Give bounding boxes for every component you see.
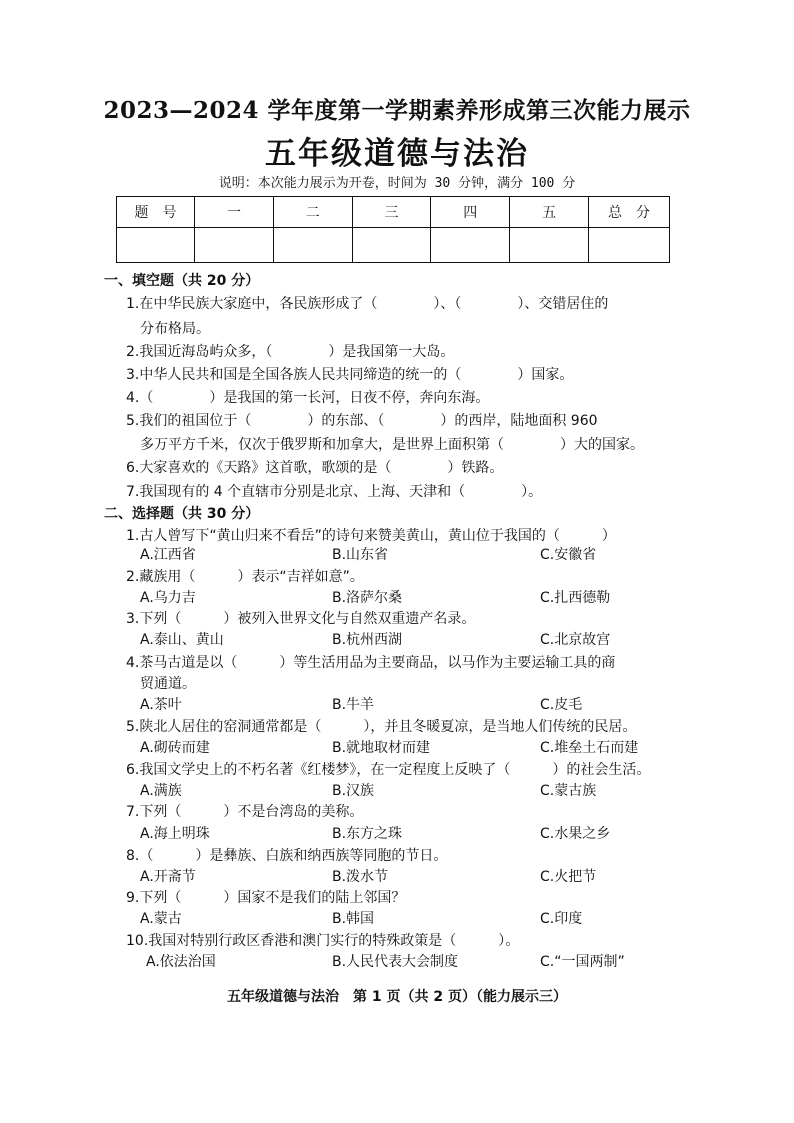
score-header-cell: 二	[273, 197, 352, 228]
choice-question: 7.下列（ ）不是台湾岛的美称。	[126, 804, 364, 820]
choice-question: 5.陕北人居住的窑洞通常都是（ ），并且冬暖夏凉，是当地人们传统的民居。	[126, 719, 637, 735]
choice-option: C.安徽省	[540, 547, 597, 563]
choice-question: 3.下列（ ）被列入世界文化与自然双重遗产名录。	[126, 611, 476, 627]
choice-question: 6.我国文学史上的不朽名著《红楼梦》，在一定程度上反映了（ ）的社会生活。	[126, 762, 651, 778]
choice-option: A.乌力吉	[140, 590, 196, 606]
choice-option: A.泰山、黄山	[140, 632, 224, 648]
exam-instructions: 说明：本次能力展示为开卷，时间为 30 分钟，满分 100 分	[218, 176, 576, 191]
choice-question: 2.藏族用（ ）表示“吉祥如意”。	[126, 569, 364, 585]
score-header-cell: 三	[352, 197, 431, 228]
choice-option: A.海上明珠	[140, 826, 210, 842]
exam-title: 2023—2024 学年度第一学期素养形成第三次能力展示	[103, 97, 691, 124]
subject-title: 五年级道德与法治	[265, 136, 529, 172]
choice-option: B.就地取材而建	[332, 740, 431, 756]
fill-question-continuation: 分布格局。	[140, 321, 210, 337]
choice-option: B.人民代表大会制度	[332, 954, 459, 970]
score-header-cell: 四	[431, 197, 510, 228]
score-cell	[588, 228, 669, 263]
choice-question: 4.茶马古道是以（ ）等生活用品为主要商品，以马作为主要运输工具的商	[126, 655, 616, 671]
choice-option: A.开斋节	[140, 869, 196, 885]
fill-question: 2.我国近海岛屿众多，（ ）是我国第一大岛。	[126, 344, 455, 360]
score-header-cell: 五	[510, 197, 589, 228]
choice-option: A.砌砖而建	[140, 740, 210, 756]
choice-option: C.水果之乡	[540, 826, 611, 842]
score-cell	[431, 228, 510, 263]
choice-question: 8.（ ）是彝族、白族和纳西族等同胞的节日。	[126, 848, 448, 864]
score-table	[116, 196, 670, 263]
choice-option: C.堆垒土石而建	[540, 740, 639, 756]
choice-option: C.北京故宫	[540, 632, 611, 648]
choice-question: 10.我国对特别行政区香港和澳门实行的特殊政策是（ ）。	[126, 933, 520, 949]
choice-option: B.杭州西湖	[332, 632, 403, 648]
choice-option: B.牛羊	[332, 697, 375, 713]
fill-question: 6.大家喜欢的《天路》这首歌，歌颂的是（ ）铁路。	[126, 460, 504, 476]
choice-option: A.茶叶	[140, 697, 182, 713]
fill-question: 4.（ ）是我国的第一长河，日夜不停，奔向东海。	[126, 390, 490, 406]
score-cell	[117, 228, 195, 263]
choice-option: B.洛萨尔桑	[332, 590, 403, 606]
choice-question: 1.古人曾写下“黄山归来不看岳”的诗句来赞美黄山，黄山位于我国的（ ）	[126, 528, 616, 544]
fill-question: 1.在中华民族大家庭中，各民族形成了（ ）、（ ）、交错居住的	[126, 296, 609, 312]
choice-option: A.蒙古	[140, 911, 182, 927]
score-header-cell: 一	[195, 197, 274, 228]
choice-option: C.火把节	[540, 869, 597, 885]
choice-option: B.东方之珠	[332, 826, 403, 842]
page-footer: 五年级道德与法治 第 1 页（共 2 页）（能力展示三）	[227, 989, 567, 1005]
section-heading-choice: 二、选择题（共 30 分）	[104, 506, 260, 522]
choice-option: C.扎西德勒	[540, 590, 611, 606]
score-table-blank-row	[117, 228, 670, 263]
fill-question: 5.我们的祖国位于（ ）的东部、（ ）的西岸，陆地面积 960	[126, 413, 598, 429]
fill-question: 3.中华人民共和国是全国各族人民共同缔造的统一的（ ）国家。	[126, 367, 574, 383]
score-header-cell: 题 号	[117, 197, 195, 228]
choice-option: C.印度	[540, 911, 583, 927]
choice-option: B.汉族	[332, 783, 375, 799]
choice-option: C.蒙古族	[540, 783, 597, 799]
choice-question: 9.下列（ ）国家不是我们的陆上邻国？	[126, 890, 406, 906]
choice-option: B.韩国	[332, 911, 375, 927]
choice-option: B.山东省	[332, 547, 389, 563]
fill-question: 7.我国现有的 4 个直辖市分别是北京、上海、天津和（ ）。	[126, 484, 543, 500]
score-cell	[195, 228, 274, 263]
choice-option: A.满族	[140, 783, 182, 799]
choice-option: A.依法治国	[146, 954, 216, 970]
score-cell	[352, 228, 431, 263]
fill-question-continuation: 多万平方千米，仅次于俄罗斯和加拿大，是世界上面积第（ ）大的国家。	[140, 437, 644, 453]
choice-option: A.江西省	[140, 547, 196, 563]
choice-question-continuation: 贸通道。	[140, 676, 196, 692]
score-header-cell: 总 分	[588, 197, 669, 228]
choice-option: C.皮毛	[540, 697, 583, 713]
section-heading-fill-in: 一、填空题（共 20 分）	[104, 273, 260, 289]
score-table-header-row	[117, 197, 670, 228]
score-cell	[510, 228, 589, 263]
choice-option: C.“一国两制”	[540, 954, 625, 970]
score-cell	[273, 228, 352, 263]
choice-option: B.泼水节	[332, 869, 389, 885]
